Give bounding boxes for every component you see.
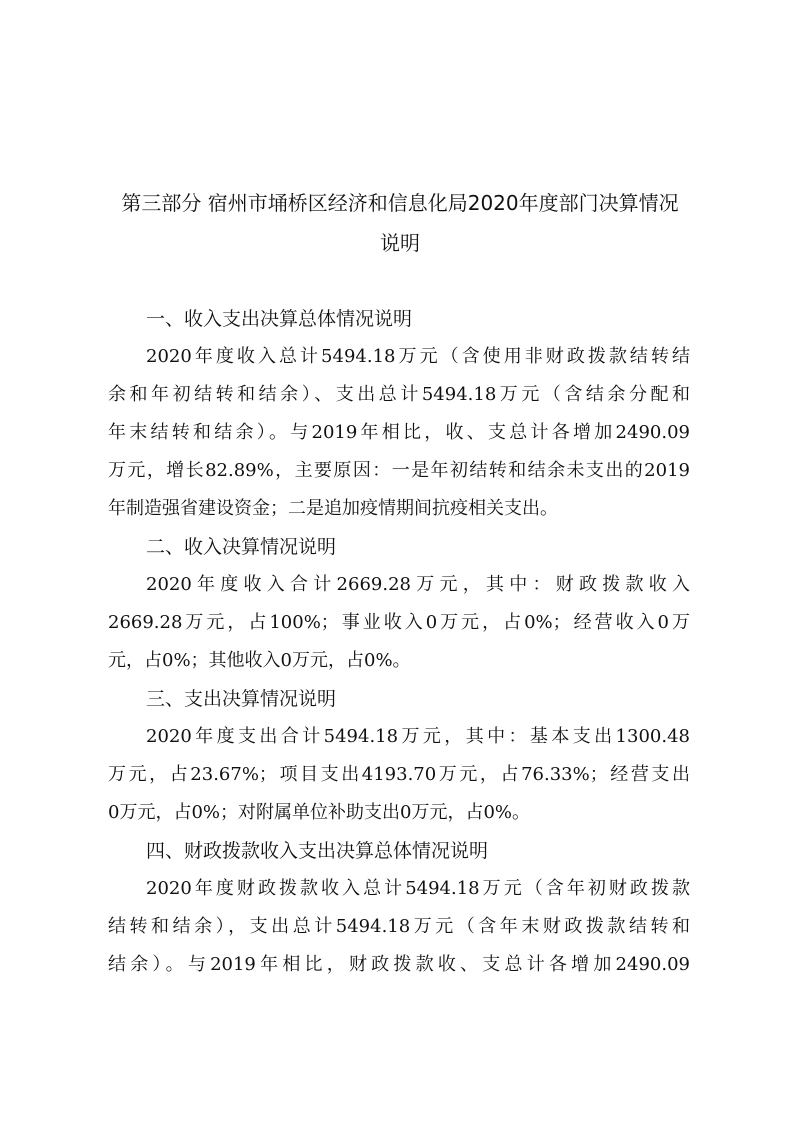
paragraph-line: 2020年度收入总计5494.18万元（含使用非财政拨款结转结 (146, 346, 690, 367)
paragraph-line: 2020年度支出合计5494.18万元，其中：基本支出1300.48 (146, 726, 690, 747)
paragraph-line: 2669.28万元，占100%；事业收入0万元，占0%；经营收入0万 (108, 612, 690, 633)
page-title-continued: 说明 (380, 231, 420, 255)
paragraph-line: 0万元，占0%；对附属单位补助支出0万元，占0%。 (108, 802, 531, 823)
paragraph-line: 结转和结余），支出总计5494.18万元（含年末财政拨款结转和 (108, 916, 690, 937)
section-heading-2: 二、收入决算情况说明 (146, 536, 337, 558)
paragraph-line: 余和年初结转和结余）、支出总计5494.18万元（含结余分配和 (108, 384, 690, 405)
section-heading-3: 三、支出决算情况说明 (146, 688, 337, 710)
paragraph-line: 年末结转和结余）。与2019年相比，收、支总计各增加2490.09 (108, 422, 690, 443)
section-heading-4: 四、财政拨款收入支出决算总体情况说明 (146, 840, 489, 862)
paragraph-line: 年制造强省建设资金；二是追加疫情期间抗疫相关支出。 (108, 498, 558, 519)
paragraph-line: 结余）。与2019年相比，财政拨款收、支总计各增加2490.09 (108, 954, 690, 975)
page-title: 第三部分 宿州市埇桥区经济和信息化局2020年度部门决算情况 (121, 191, 679, 215)
paragraph-line: 万元，增长82.89%，主要原因：一是年初结转和结余未支出的2019 (108, 460, 690, 481)
paragraph-line: 元，占0%；其他收入0万元，占0%。 (108, 650, 411, 671)
paragraph-line: 2020年度财政拨款收入总计5494.18万元（含年初财政拨款 (146, 878, 690, 899)
paragraph-line: 万元，占23.67%；项目支出4193.70万元，占76.33%；经营支出 (108, 764, 690, 785)
paragraph-line: 2020年度收入合计2669.28万元，其中：财政拨款收入 (146, 574, 690, 595)
section-heading-1: 一、收入支出决算总体情况说明 (146, 308, 413, 330)
